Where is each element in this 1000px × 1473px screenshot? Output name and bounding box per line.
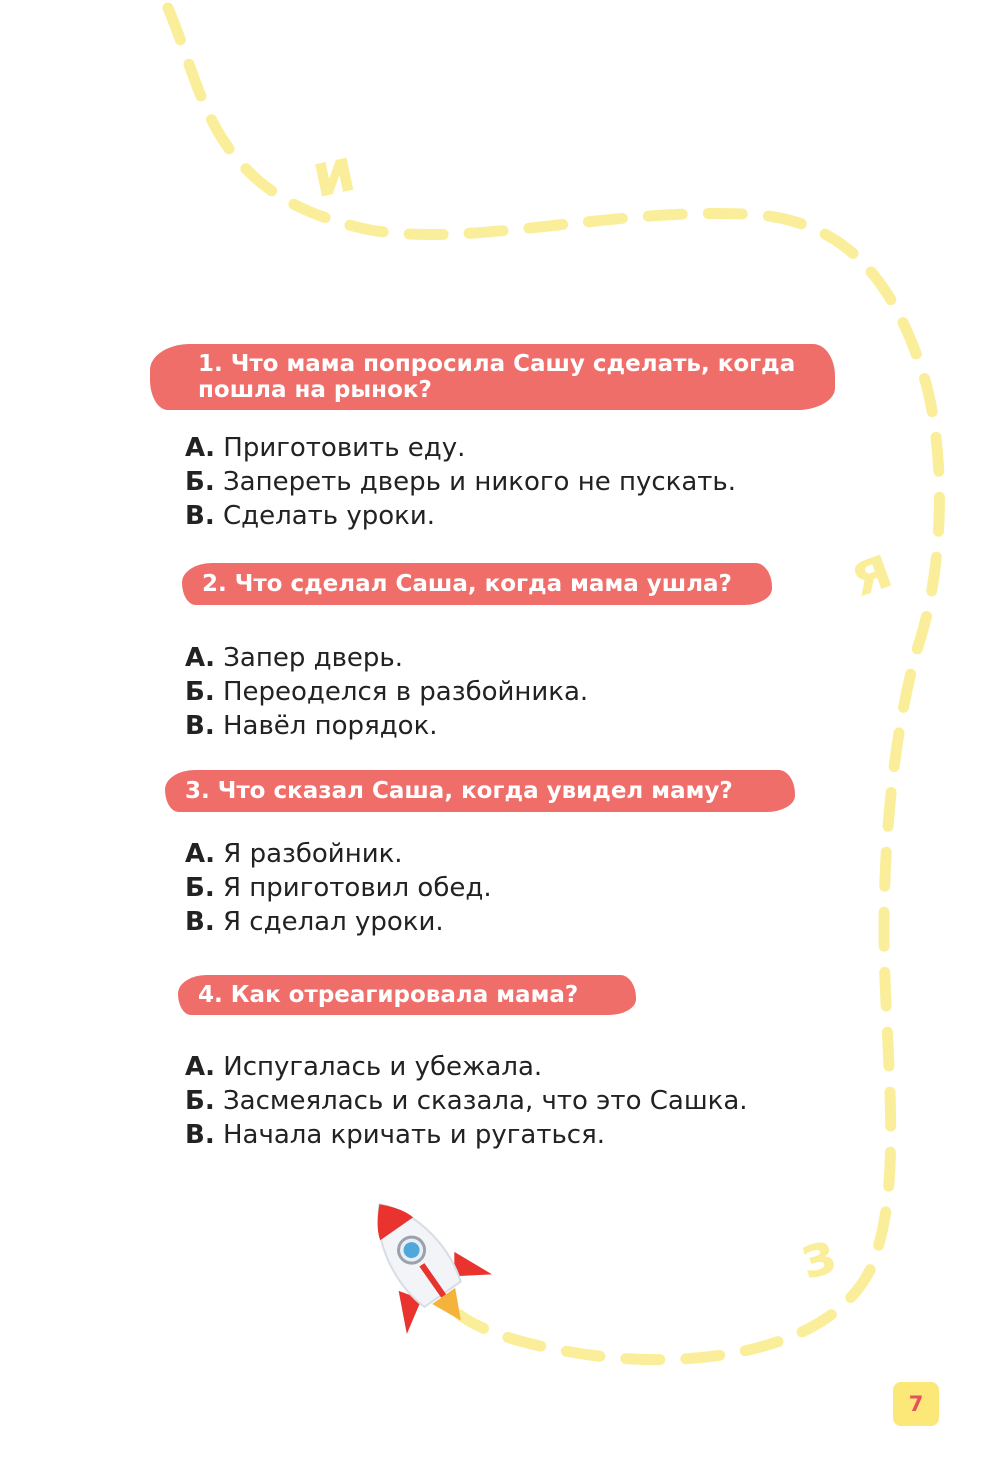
answer-item	[185, 1084, 748, 1118]
decor-letter-ya: я	[840, 532, 902, 611]
question-banner	[182, 563, 772, 605]
answer-item	[185, 1050, 748, 1084]
answer-text: Засмеялась и сказала, что это Сашка.	[222, 1086, 748, 1116]
page-number-badge	[893, 1382, 939, 1426]
answer-list	[185, 431, 736, 533]
answer-letter: В.	[185, 1120, 215, 1150]
page-number: 7	[908, 1392, 924, 1416]
decor-letter-i: и	[305, 134, 362, 213]
answer-item	[185, 499, 736, 533]
answer-item	[185, 431, 736, 465]
answer-letter: В.	[185, 501, 215, 531]
answer-letter: В.	[185, 711, 215, 741]
answer-letter: В.	[185, 907, 215, 937]
answer-text: Начала кричать и ругаться.	[222, 1120, 606, 1150]
answer-letter: Б.	[185, 873, 215, 903]
answer-item	[185, 675, 588, 709]
decor-letter-z: з	[792, 1218, 843, 1293]
question-banner	[178, 975, 636, 1015]
answer-item	[185, 465, 736, 499]
answer-text: Запер дверь.	[223, 643, 404, 673]
question-title: 1. Что мама попросила Сашу сделать, когда пошла на рынок?	[198, 351, 796, 403]
answer-item	[185, 905, 492, 939]
question-title: 4. Как отреагировала мама?	[198, 982, 579, 1008]
answer-item	[185, 641, 588, 675]
answer-list	[185, 1050, 748, 1152]
answer-item	[185, 837, 492, 871]
answer-list	[185, 837, 492, 939]
question-title: 3. Что сказал Саша, когда увидел маму?	[185, 778, 733, 804]
answer-text: Испугалась и убежала.	[223, 1052, 543, 1082]
answer-letter: А.	[185, 839, 215, 869]
question-title: 2. Что сделал Саша, когда мама ушла?	[202, 571, 732, 597]
answer-letter: Б.	[185, 1086, 215, 1116]
answer-letter: А.	[185, 643, 215, 673]
answer-text: Сделать уроки.	[222, 501, 436, 531]
answer-item	[185, 1118, 748, 1152]
answer-list	[185, 641, 588, 743]
answer-letter: А.	[185, 433, 215, 463]
answer-text: Переоделся в разбойника.	[222, 677, 589, 707]
answer-letter: Б.	[185, 467, 215, 497]
answer-letter: А.	[185, 1052, 215, 1082]
question-banner	[165, 770, 795, 812]
answer-text: Я разбойник.	[223, 839, 403, 869]
question-banner	[150, 344, 835, 410]
answer-item	[185, 871, 492, 905]
answer-text: Я приготовил обед.	[222, 873, 492, 903]
answer-text: Запереть дверь и никого не пускать.	[222, 467, 736, 497]
answer-text: Навёл порядок.	[222, 711, 438, 741]
answer-item	[185, 709, 588, 743]
answer-text: Приготовить еду.	[223, 433, 466, 463]
answer-letter: Б.	[185, 677, 215, 707]
answer-text: Я сделал уроки.	[222, 907, 444, 937]
